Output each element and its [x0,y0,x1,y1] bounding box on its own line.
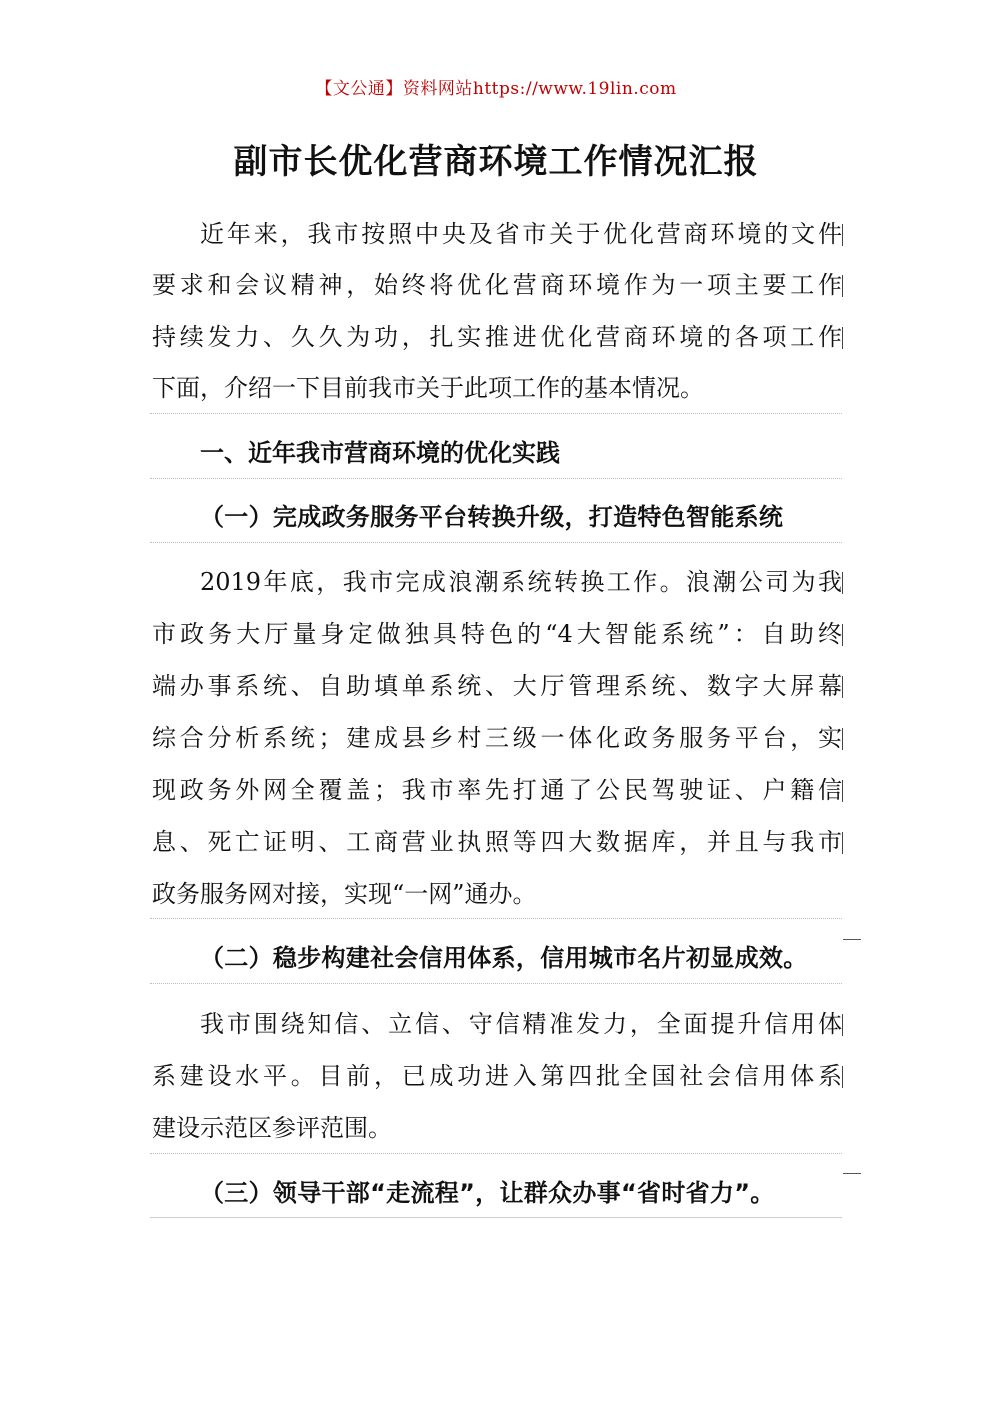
sub-heading: （二）稳步构建社会信用体系，信用城市名片初显成效。 [200,944,808,972]
margin-mark [842,728,843,750]
margin-mark [842,275,843,297]
paragraph-line: 息、死亡证明、工商营业执照等四大数据库，并且与我市 [152,828,842,856]
paragraph-line: 端办事系统、自助填单系统、大厅管理系统、数字大屏幕 [152,672,842,700]
paragraph-line: 综合分析系统；建成县乡村三级一体化政务服务平台，实 [152,724,842,752]
paragraph-separator [150,983,842,984]
margin-mark [842,624,843,646]
paragraph-line: 近年来，我市按照中央及省市关于优化营商环境的文件 [200,220,842,248]
paragraph-separator [150,542,842,543]
margin-mark [842,224,843,246]
paragraph-line: 建设示范区参评范围。 [152,1114,392,1142]
sub-heading: （一）完成政务服务平台转换升级，打造特色智能系统 [200,503,784,531]
paragraph-line: 政务服务网对接，实现“一网”通办。 [152,880,537,908]
paragraph-line: 持续发力、久久为功，扎实推进优化营商环境的各项工作 [152,323,842,351]
section-heading: 一、近年我市营商环境的优化实践 [200,439,560,467]
margin-mark [842,780,843,802]
site-header[interactable]: 【文公通】资料网站https://www.19lin.com [315,79,677,99]
margin-mark [842,572,843,594]
paragraph-separator [150,413,842,414]
document-title: 副市长优化营商环境工作情况汇报 [233,142,759,182]
paragraph-separator [150,1153,842,1154]
paragraph-separator [150,1217,842,1218]
margin-mark [842,1014,843,1036]
margin-mark [842,832,843,854]
margin-mark [842,1066,843,1088]
paragraph-line: 要求和会议精神，始终将优化营商环境作为一项主要工作 [152,271,842,299]
margin-mark [843,939,861,940]
paragraph-line: 我市围绕知信、立信、守信精准发力，全面提升信用体 [200,1010,842,1038]
margin-mark [842,676,843,698]
paragraph-line: 系建设水平。目前，已成功进入第四批全国社会信用体系 [152,1062,842,1090]
paragraph-line: 2019年底，我市完成浪潮系统转换工作。浪潮公司为我 [200,568,842,596]
margin-mark [842,327,843,349]
paragraph-separator [150,918,842,919]
paragraph-line: 现政务外网全覆盖；我市率先打通了公民驾驶证、户籍信 [152,776,842,804]
paragraph-line: 市政务大厅量身定做独具特色的“4大智能系统”：自助终 [152,620,842,648]
sub-heading: （三）领导干部“走流程”，让群众办事“省时省力”。 [200,1179,775,1207]
paragraph-line: 下面，介绍一下目前我市关于此项工作的基本情况。 [152,374,704,402]
paragraph-separator [150,478,842,479]
margin-mark [843,1173,861,1174]
